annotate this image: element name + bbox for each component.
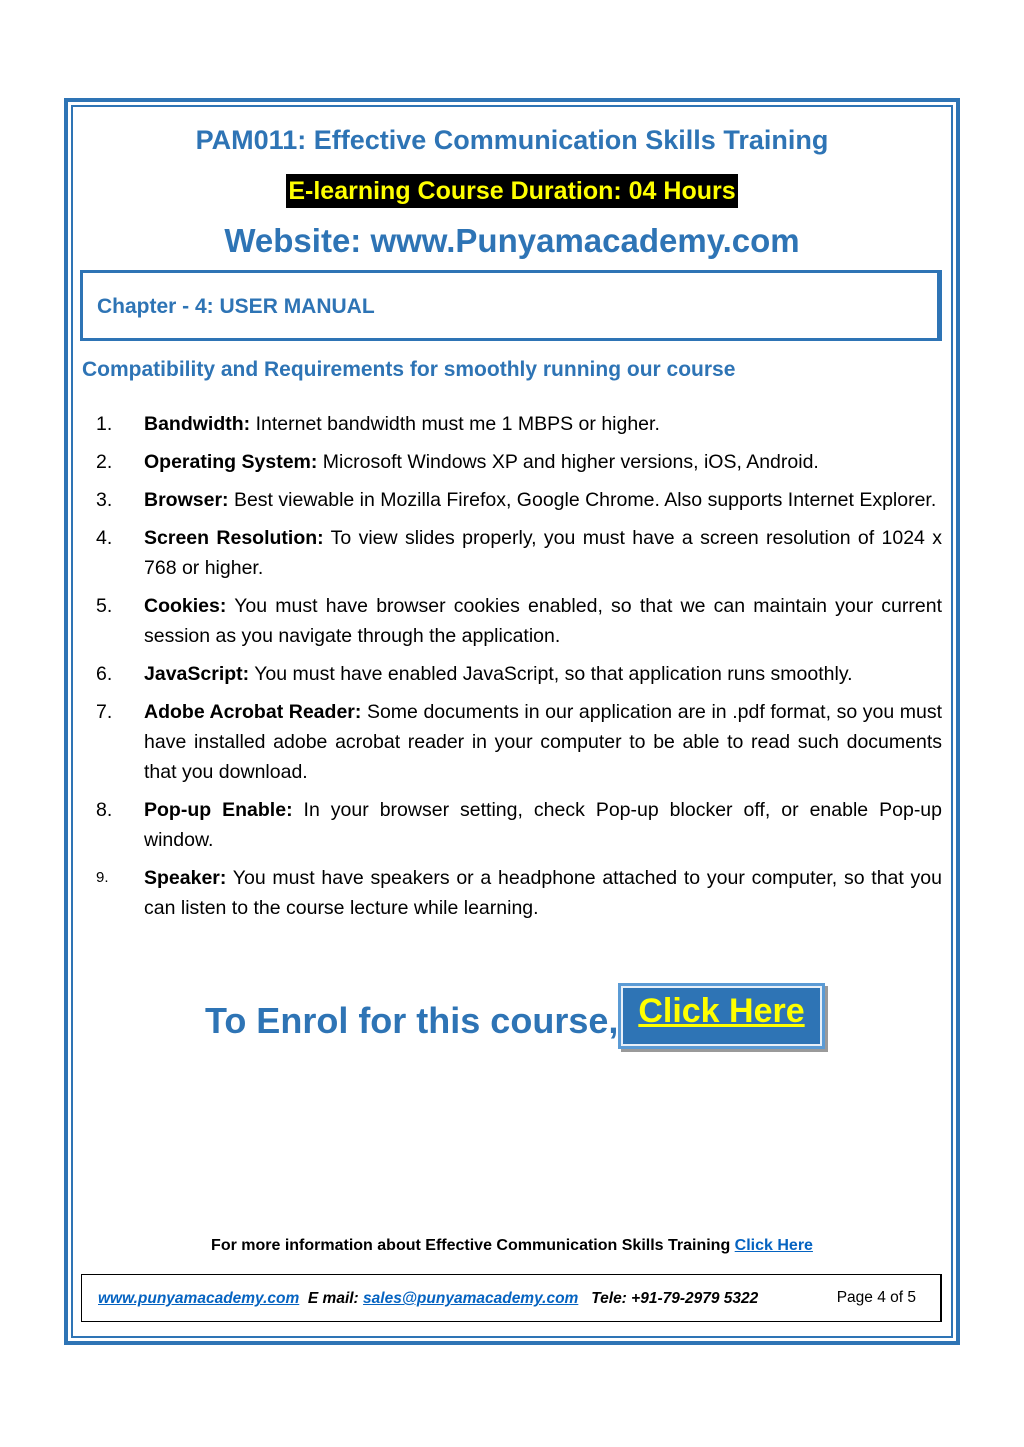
item-number: 9. — [96, 869, 109, 886]
enrol-button-label: Click Here — [638, 992, 805, 1030]
item-key: Bandwidth: — [144, 413, 251, 435]
section-heading: Compatibility and Requirements for smoothly running our course — [82, 358, 736, 381]
course-duration: E-learning Course Duration: 04 Hours — [286, 174, 737, 208]
item-number: 1. — [96, 413, 113, 435]
item-key: JavaScript: — [144, 663, 250, 685]
item-number: 6. — [96, 663, 113, 685]
requirements-list — [96, 409, 942, 931]
enrol-click-here-button[interactable] — [618, 983, 825, 1049]
item-number: 7. — [96, 701, 113, 723]
list-item — [96, 523, 942, 583]
item-number: 5. — [96, 595, 113, 617]
footer-website-link[interactable]: www.punyamacademy.com — [98, 1290, 300, 1307]
item-text: You must have browser cookies enabled, so that we can maintain your current session as you navigate through the application. — [144, 595, 942, 647]
item-key: Pop-up Enable: — [144, 799, 293, 821]
item-key: Speaker: — [144, 867, 227, 889]
item-number: 8. — [96, 799, 113, 821]
item-text: Internet bandwidth must me 1 MBPS or higher. — [250, 413, 660, 435]
list-item — [96, 863, 942, 923]
footer-telephone: Tele: +91-79-2979 5322 — [578, 1290, 759, 1307]
course-duration-row — [0, 174, 1024, 208]
item-key: Cookies: — [144, 595, 227, 617]
page-number: Page 4 of 5 — [836, 1289, 916, 1306]
more-info-text: For more information about Effective Communication Skills Training — [211, 1237, 735, 1254]
footer-email-link[interactable]: sales@punyamacademy.com — [363, 1290, 579, 1307]
list-item — [96, 409, 942, 439]
footer-contact-line — [98, 1290, 758, 1308]
chapter-box — [80, 270, 942, 341]
item-text: You must have enabled JavaScript, so that application runs smoothly. — [249, 663, 853, 685]
item-text: In your browser setting, check Pop-up blocker off, or enable Pop-up window. — [144, 799, 942, 851]
item-number: 4. — [96, 527, 113, 549]
list-item — [96, 447, 942, 477]
footer-email-label: E mail: — [299, 1290, 364, 1307]
list-item — [96, 697, 942, 787]
list-item — [96, 591, 942, 651]
more-info-line — [0, 1237, 1024, 1255]
item-text: Best viewable in Mozilla Firefox, Google Chrome. Also supports Internet Explorer. — [228, 489, 937, 511]
website-heading: Website: www.Punyamacademy.com — [224, 222, 800, 259]
item-key: Browser: — [144, 489, 229, 511]
item-text: Some documents in our application are in .pdf format, so you must have installed adobe acrobat reader in your computer to be able to read such documents that you download. — [144, 701, 943, 783]
item-key: Screen Resolution: — [144, 527, 324, 549]
chapter-label: Chapter - 4: USER MANUAL — [97, 295, 375, 318]
list-item — [96, 795, 942, 855]
item-number: 2. — [96, 451, 113, 473]
item-text: Microsoft Windows XP and higher versions, iOS, Android. — [317, 451, 819, 473]
enrol-text: To Enrol for this course, — [205, 1000, 619, 1041]
item-number: 3. — [96, 489, 113, 511]
item-text: To view slides properly, you must have a screen resolution of 1024 x 768 or higher. — [144, 527, 942, 579]
more-info-link[interactable]: Click Here — [734, 1237, 813, 1254]
list-item — [96, 659, 942, 689]
item-key: Operating System: — [144, 451, 318, 473]
course-title: PAM011: Effective Communication Skills Training — [195, 125, 829, 155]
list-item — [96, 485, 942, 515]
item-text: You must have speakers or a headphone attached to your computer, so that you can listen to the course lecture while learning. — [144, 867, 942, 919]
footer-box — [81, 1274, 942, 1322]
item-key: Adobe Acrobat Reader: — [144, 701, 362, 723]
